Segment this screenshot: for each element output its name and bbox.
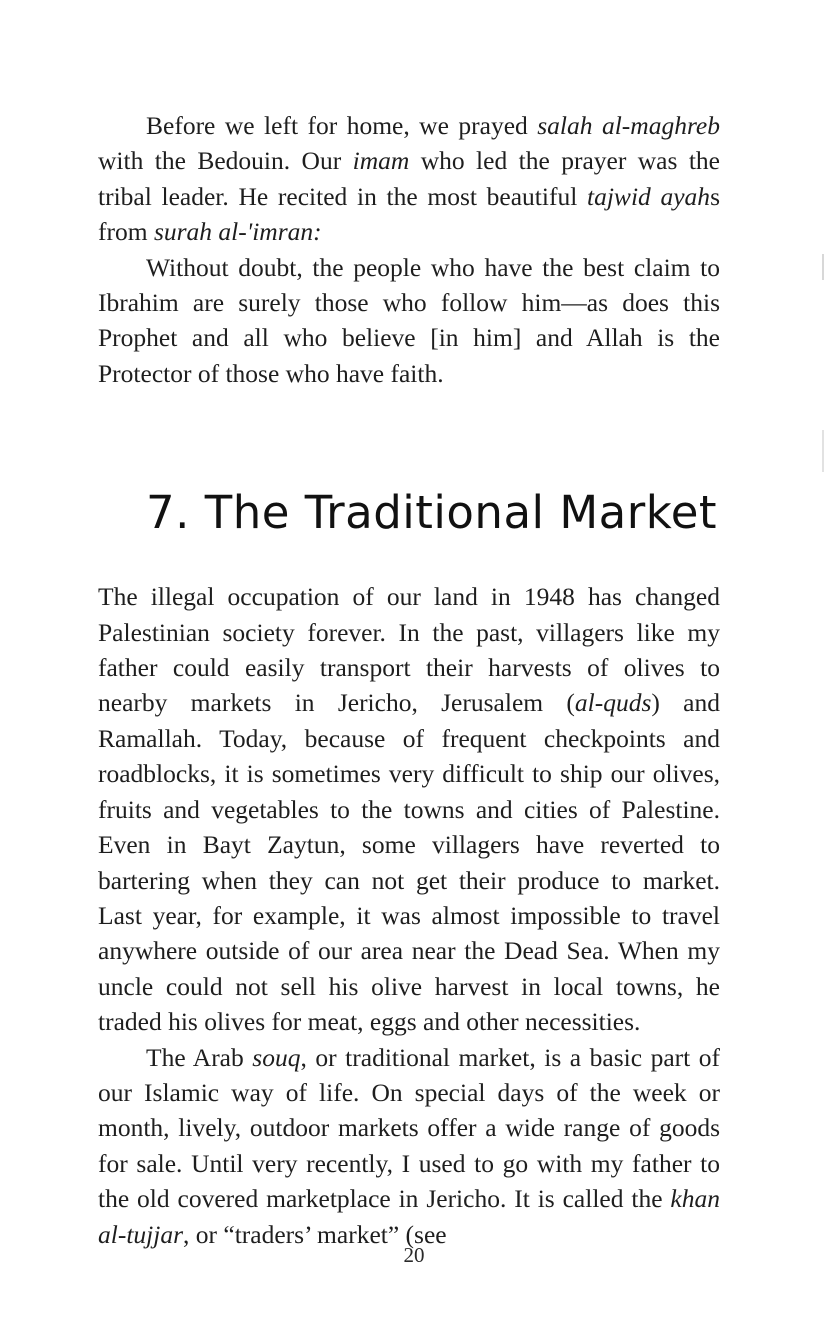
scan-edge-mark	[822, 430, 824, 472]
text-run: s from	[98, 181, 720, 247]
chapter-title: 7. The Traditional Market	[146, 486, 718, 540]
text-run: Before we left for home, we prayed	[146, 111, 538, 140]
text-run: , or traditional market, is a basic part of our Islamic way of life. On special days of the week or month, lively, outdoor markets offer a wide range of goods for sale. Until very recently, I used to go with my father to the old covered marketplace in Jericho. It is called the	[98, 1042, 720, 1214]
italic-term: souq	[252, 1042, 301, 1072]
quran-quote: Without doubt, the people who have the best claim to Ibrahim are surely those who follow him—as does this Prophet and all who believe [in him] and Allah is the Protector of those who have faith.	[98, 252, 720, 388]
text-run: The illegal occupation of our land in 1948 has changed Palestinian society forever. In the past, villagers like my father could easily transport their harvests of olives to nearby markets in Jericho, Jerusalem (	[98, 582, 720, 718]
body-paragraph-1	[98, 579, 720, 1039]
italic-term: al-quds	[574, 688, 652, 718]
italic-term: tajwid ayah	[587, 181, 711, 211]
scan-edge-mark	[822, 254, 824, 280]
italic-term: khan al-tujjar	[98, 1184, 720, 1249]
italic-term: imam	[352, 146, 410, 176]
page-content	[98, 108, 720, 1252]
text-run: ) and Ramallah. Today, because of frequent checkpoints and roadblocks, it is sometimes very difficult to ship our olives, fruits and vegetables to the towns and cities of Palestine. Even in Bayt Zaytun, some villagers have reverted to bartering when they can not get their produce to market. Last year, for example, it was almost impossible to travel anywhere outside of our area near the Dead Sea. When my uncle could not sell his olive harvest in local towns, he traded his olives for meat, eggs and other necessities.	[98, 688, 720, 1037]
text-run: , or “traders’ market” (see	[183, 1219, 447, 1249]
intro-paragraph	[98, 108, 720, 250]
body-paragraph-2	[98, 1040, 720, 1252]
text-run: with the Bedouin. Our	[98, 146, 353, 176]
italic-term: surah al-'imran:	[153, 217, 322, 247]
italic-term: salah al-maghreb	[537, 111, 720, 140]
text-run: The Arab	[146, 1042, 253, 1072]
page-number: 20	[403, 1243, 425, 1267]
text-run: who led the prayer was the tribal leader. He recited in the most beautiful	[98, 146, 720, 211]
